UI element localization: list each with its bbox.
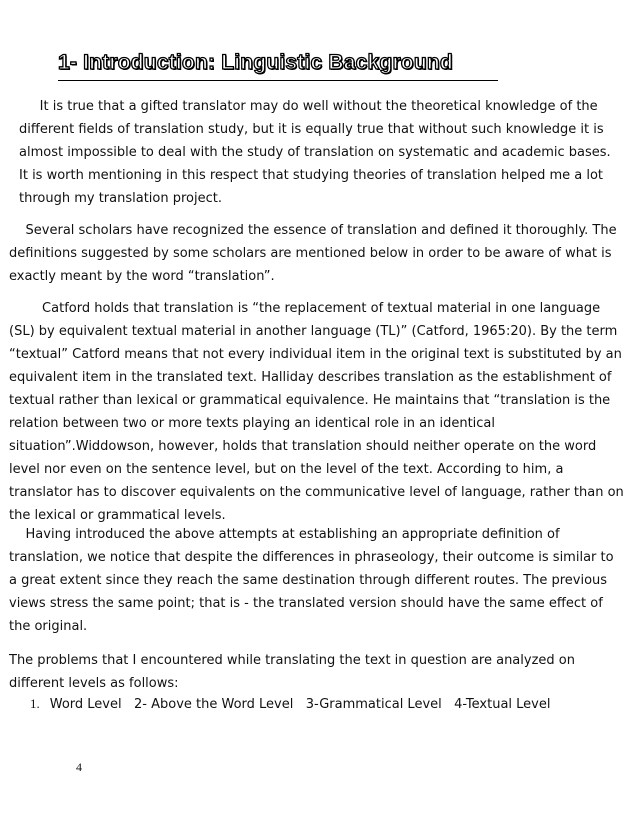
text-line: different fields of translation study, but it is equally true that without such knowledge it is bbox=[19, 122, 604, 137]
text-line: translation, we notice that despite the differences in phraseology, their outcome is similar to bbox=[9, 550, 614, 565]
text-line: “textual” Catford means that not every individual item in the original text is substituted by an bbox=[9, 347, 622, 362]
paragraph-problems bbox=[9, 649, 629, 695]
text-line: almost impossible to deal with the study of translation on systematic and academic bases. bbox=[19, 145, 611, 160]
text-line: translator has to discover equivalents on the communicative level of language, rather than on bbox=[9, 485, 624, 500]
paragraph-scholars bbox=[9, 219, 629, 288]
text-line: situation”.Widdowson, however, holds that translation should neither operate on the word bbox=[9, 439, 597, 454]
text-line: The problems that I encountered while translating the text in question are analyzed on bbox=[9, 653, 575, 668]
text-line: relation between two or more texts playing an identical role in an identical bbox=[9, 416, 496, 431]
page-number: 4 bbox=[76, 760, 82, 774]
text-line: the original. bbox=[9, 619, 88, 634]
text-line: definitions suggested by some scholars are mentioned below in order to be aware of what is bbox=[9, 246, 612, 261]
paragraph-intro bbox=[19, 95, 619, 210]
text-line: through my translation project. bbox=[19, 191, 222, 206]
paragraph-summary bbox=[9, 523, 629, 638]
levels-text: Word Level 2- Above the Word Level 3-Grammatical Level 4-Textual Level bbox=[49, 697, 551, 712]
text-line: It is worth mentioning in this respect that studying theories of translation helped me a lot bbox=[19, 168, 604, 183]
text-line: Catford holds that translation is “the replacement of textual material in one language bbox=[9, 301, 601, 316]
text-line: textual rather than lexical or grammatical equivalence. He maintains that “translation is the bbox=[9, 393, 611, 408]
heading-block bbox=[58, 50, 498, 81]
page-title: 1- Introduction: Linguistic Background bbox=[58, 51, 453, 74]
text-line: Having introduced the above attempts at establishing an appropriate definition of bbox=[9, 527, 560, 542]
text-line: Several scholars have recognized the essence of translation and defined it thoroughly. The bbox=[9, 223, 617, 238]
list-number: 1. bbox=[30, 696, 40, 711]
levels-list bbox=[30, 694, 550, 715]
title-underline bbox=[58, 80, 498, 81]
paragraph-catford bbox=[9, 297, 629, 527]
text-line: a great extent since they reach the same destination through different routes. The previous bbox=[9, 573, 608, 588]
text-line: (SL) by equivalent textual material in another language (TL)” (Catford, 1965:20). By the term bbox=[9, 324, 618, 339]
text-line: views stress the same point; that is - the translated version should have the same effect of bbox=[9, 596, 603, 611]
text-line: the lexical or grammatical levels. bbox=[9, 508, 226, 523]
text-line: exactly meant by the word “translation”. bbox=[9, 269, 275, 284]
text-line: level nor even on the sentence level, but on the level of the text. According to him, a bbox=[9, 462, 564, 477]
text-line: equivalent item in the translated text. Halliday describes translation as the establishment of bbox=[9, 370, 612, 385]
text-line: It is true that a gifted translator may do well without the theoretical knowledge of the bbox=[19, 99, 598, 114]
text-line: different levels as follows: bbox=[9, 676, 179, 691]
